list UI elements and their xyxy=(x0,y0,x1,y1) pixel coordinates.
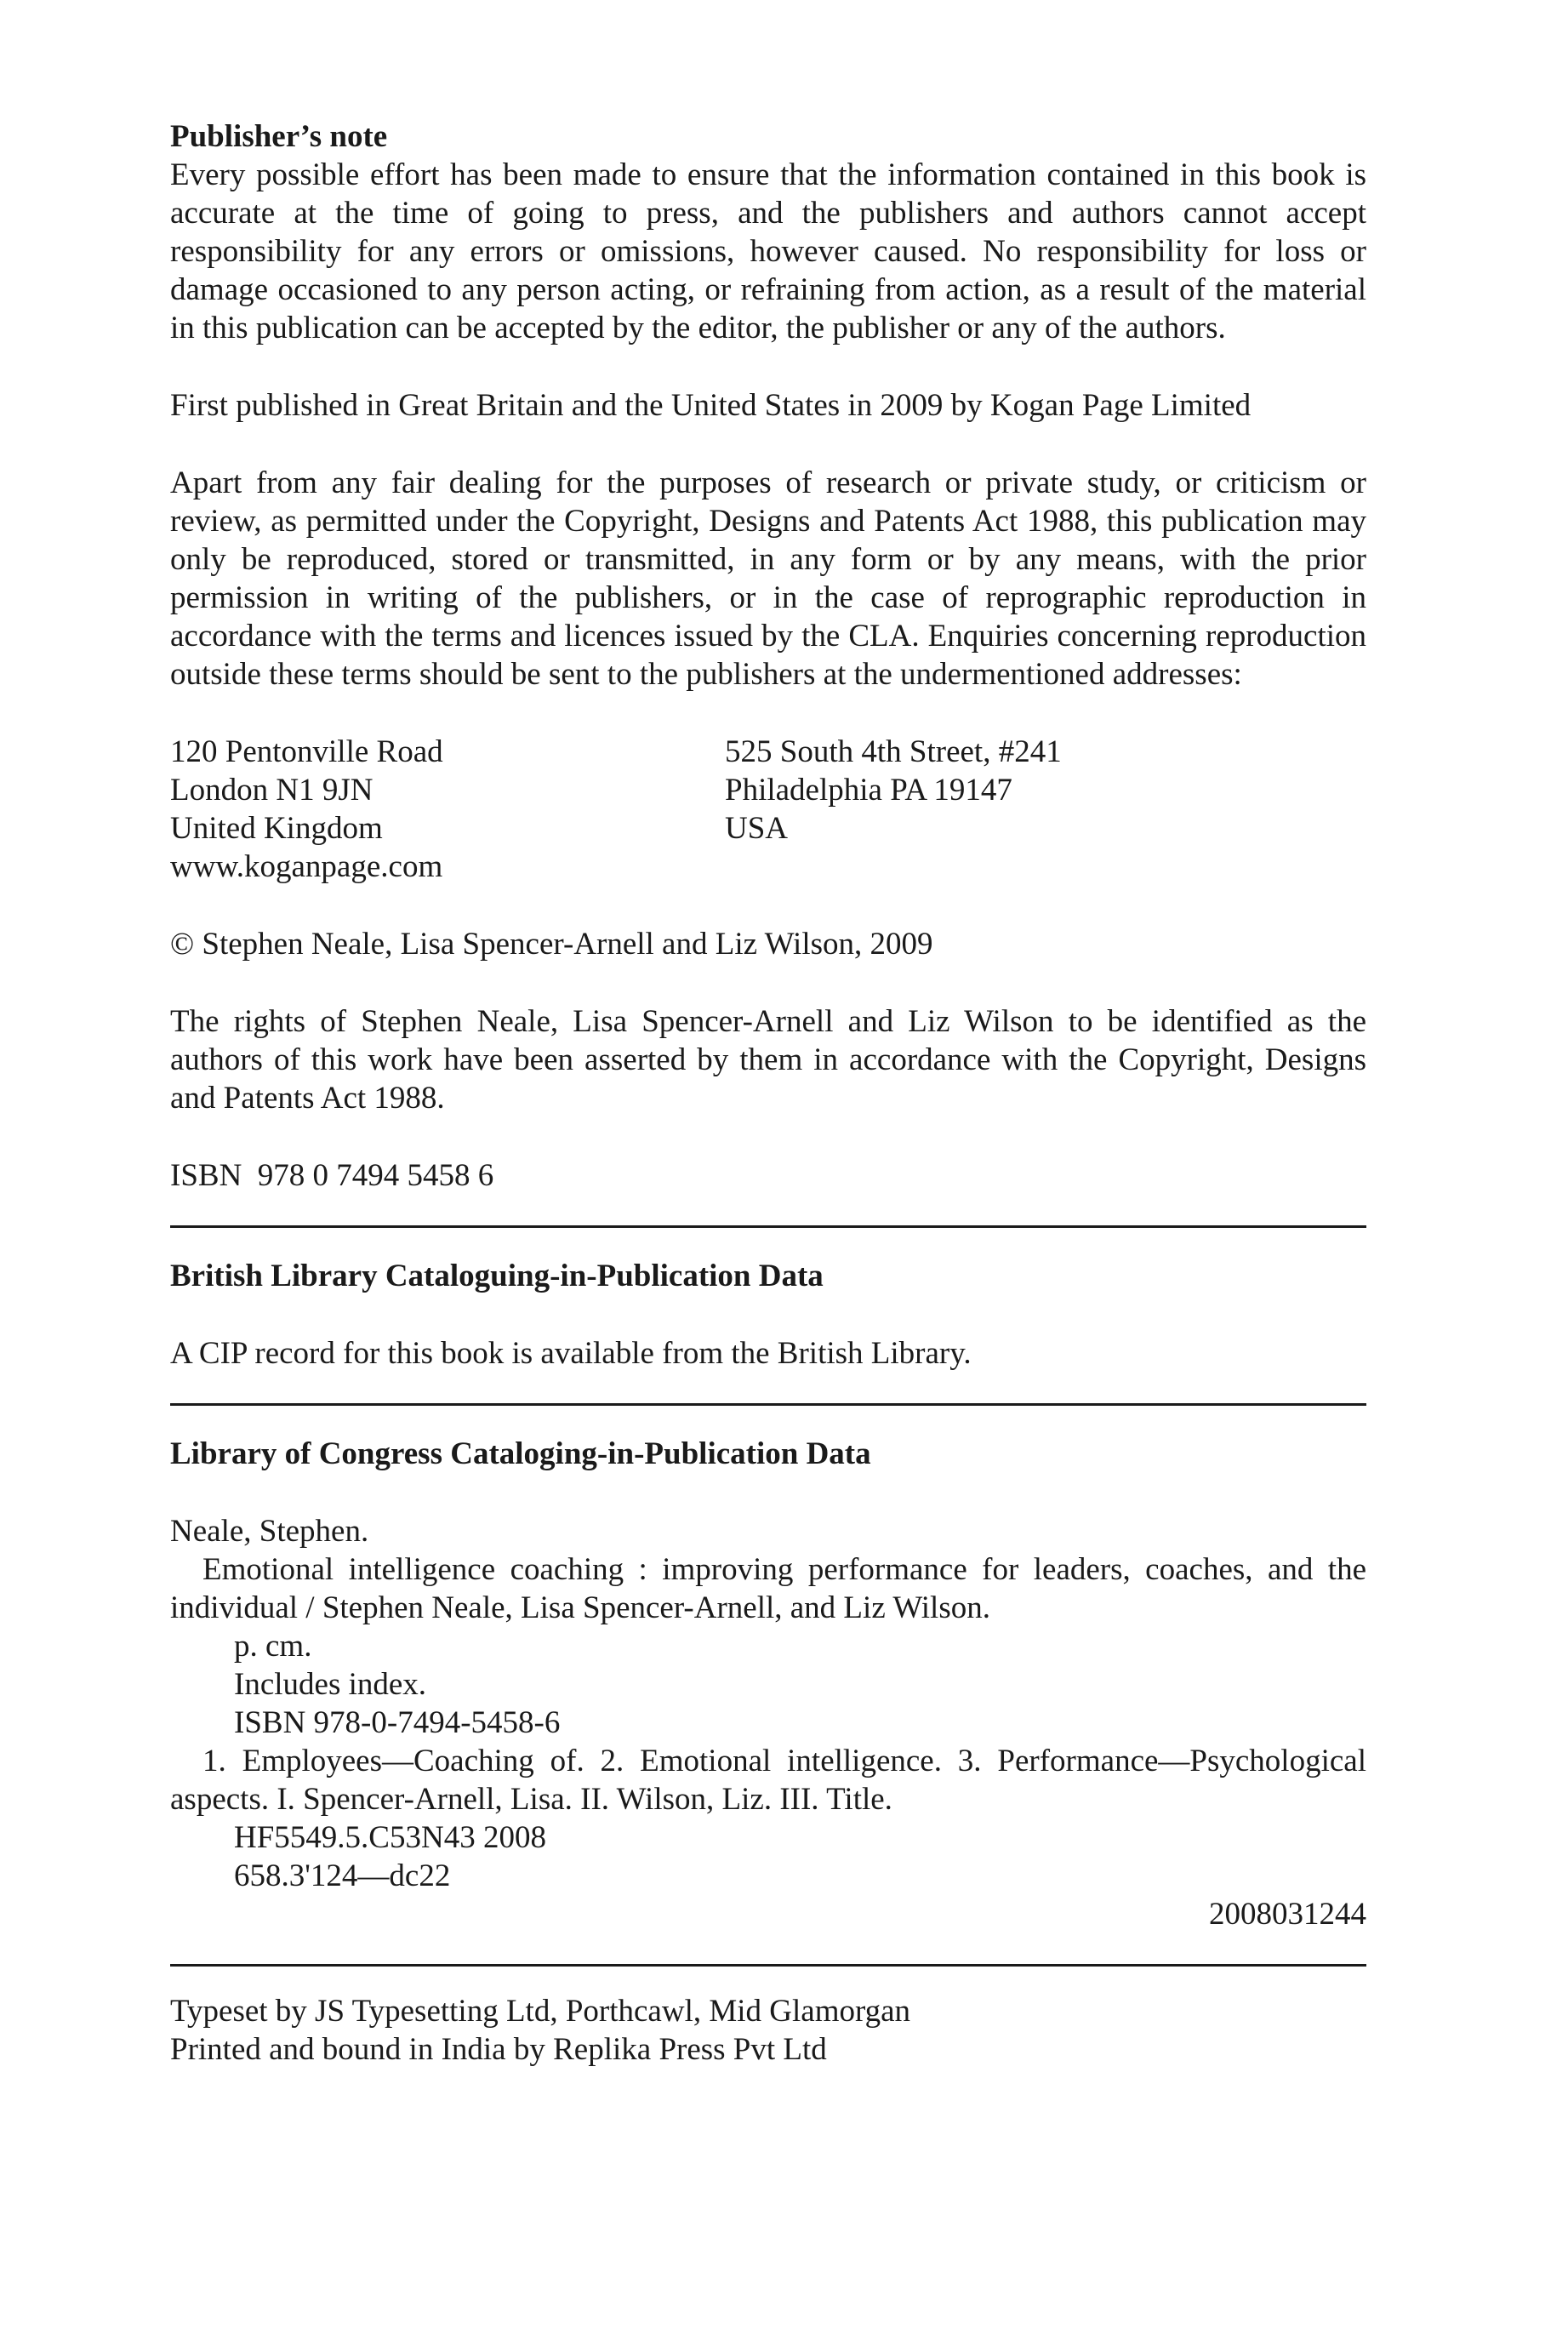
loc-heading: Library of Congress Cataloging-in-Publication Data xyxy=(170,1436,871,1471)
loc-title-entry: Emotional intelligence coaching : improving performance for leaders, coaches, and the individual / Stephen Neale, Lisa Spencer-Arnell, and Liz Wilson. xyxy=(170,1552,1366,1625)
loc-subjects: 1. Employees—Coaching of. 2. Emotional intelligence. 3. Performance—Psychological aspects. I. Spencer-Arnell, Lisa. II. Wilson, Liz. III. Title. xyxy=(170,1744,1366,1817)
copyright-line: © Stephen Neale, Lisa Spencer-Arnell and Liz Wilson, 2009 xyxy=(170,927,933,962)
uk-address-line: London N1 9JN xyxy=(170,773,373,808)
divider xyxy=(170,1225,1366,1228)
printer-credit: Printed and bound in India by Replika Press Pvt Ltd xyxy=(170,2032,827,2067)
us-address-line: Philadelphia PA 19147 xyxy=(725,773,1012,808)
copyright-notice: Apart from any fair dealing for the purposes of research or private study, or criticism or review, as permitted under the Copyright, Designs and Patents Act 1988, this publication may only be reproduced, stored or transmitted, in any form or by any means, with the prior permission in writing of the publishers, or in the case of reprographic reproduction in accordance with the terms and licences issued by the CLA. Enquiries concerning reproduction outside these terms should be sent to the publishers at the undermentioned addresses: xyxy=(170,465,1366,692)
us-address xyxy=(725,733,1280,886)
publishers-note-heading: Publisher’s note xyxy=(170,119,388,154)
loc-control-number: 2008031244 xyxy=(1209,1897,1366,1932)
uk-address-line: 120 Pentonville Road xyxy=(170,734,443,769)
uk-address xyxy=(170,733,725,886)
loc-lc-classification: HF5549.5.C53N43 2008 xyxy=(234,1820,546,1855)
publishers-note-body: Every possible effort has been made to ensure that the information contained in this book is accurate at the time of going to press, and the publishers and authors cannot accept responsibility for any errors or omissions, however caused. No responsibility for loss or damage occasioned to any person acting, or refraining from action, as a result of the material in this publication can be accepted by the editor, the publisher or any of the authors. xyxy=(170,157,1366,345)
copyright-page xyxy=(170,117,1366,2069)
loc-dewey-classification: 658.3'124—dc22 xyxy=(234,1858,451,1893)
british-library-heading: British Library Cataloguing-in-Publication Data xyxy=(170,1259,824,1293)
loc-isbn: ISBN 978-0-7494-5458-6 xyxy=(234,1705,561,1740)
us-address-line: USA xyxy=(725,811,789,846)
loc-pages: p. cm. xyxy=(234,1629,312,1664)
loc-author: Neale, Stephen. xyxy=(170,1514,369,1549)
loc-index: Includes index. xyxy=(234,1667,427,1702)
british-library-text: A CIP record for this book is available from the British Library. xyxy=(170,1336,972,1371)
uk-address-line: United Kingdom xyxy=(170,811,383,846)
divider xyxy=(170,1964,1366,1967)
author-rights: The rights of Stephen Neale, Lisa Spencer-Arnell and Liz Wilson to be identified as the authors of this work have been asserted by them in accordance with the Copyright, Designs and Patents Act 1988. xyxy=(170,1004,1366,1116)
publisher-website: www.koganpage.com xyxy=(170,849,443,884)
first-published: First published in Great Britain and the United States in 2009 by Kogan Page Limited xyxy=(170,388,1252,423)
us-address-line: 525 South 4th Street, #241 xyxy=(725,734,1062,769)
divider xyxy=(170,1403,1366,1406)
typeset-credit: Typeset by JS Typesetting Ltd, Porthcawl, Mid Glamorgan xyxy=(170,1994,911,2029)
publisher-addresses xyxy=(170,733,1366,886)
isbn: ISBN 978 0 7494 5458 6 xyxy=(170,1158,494,1193)
